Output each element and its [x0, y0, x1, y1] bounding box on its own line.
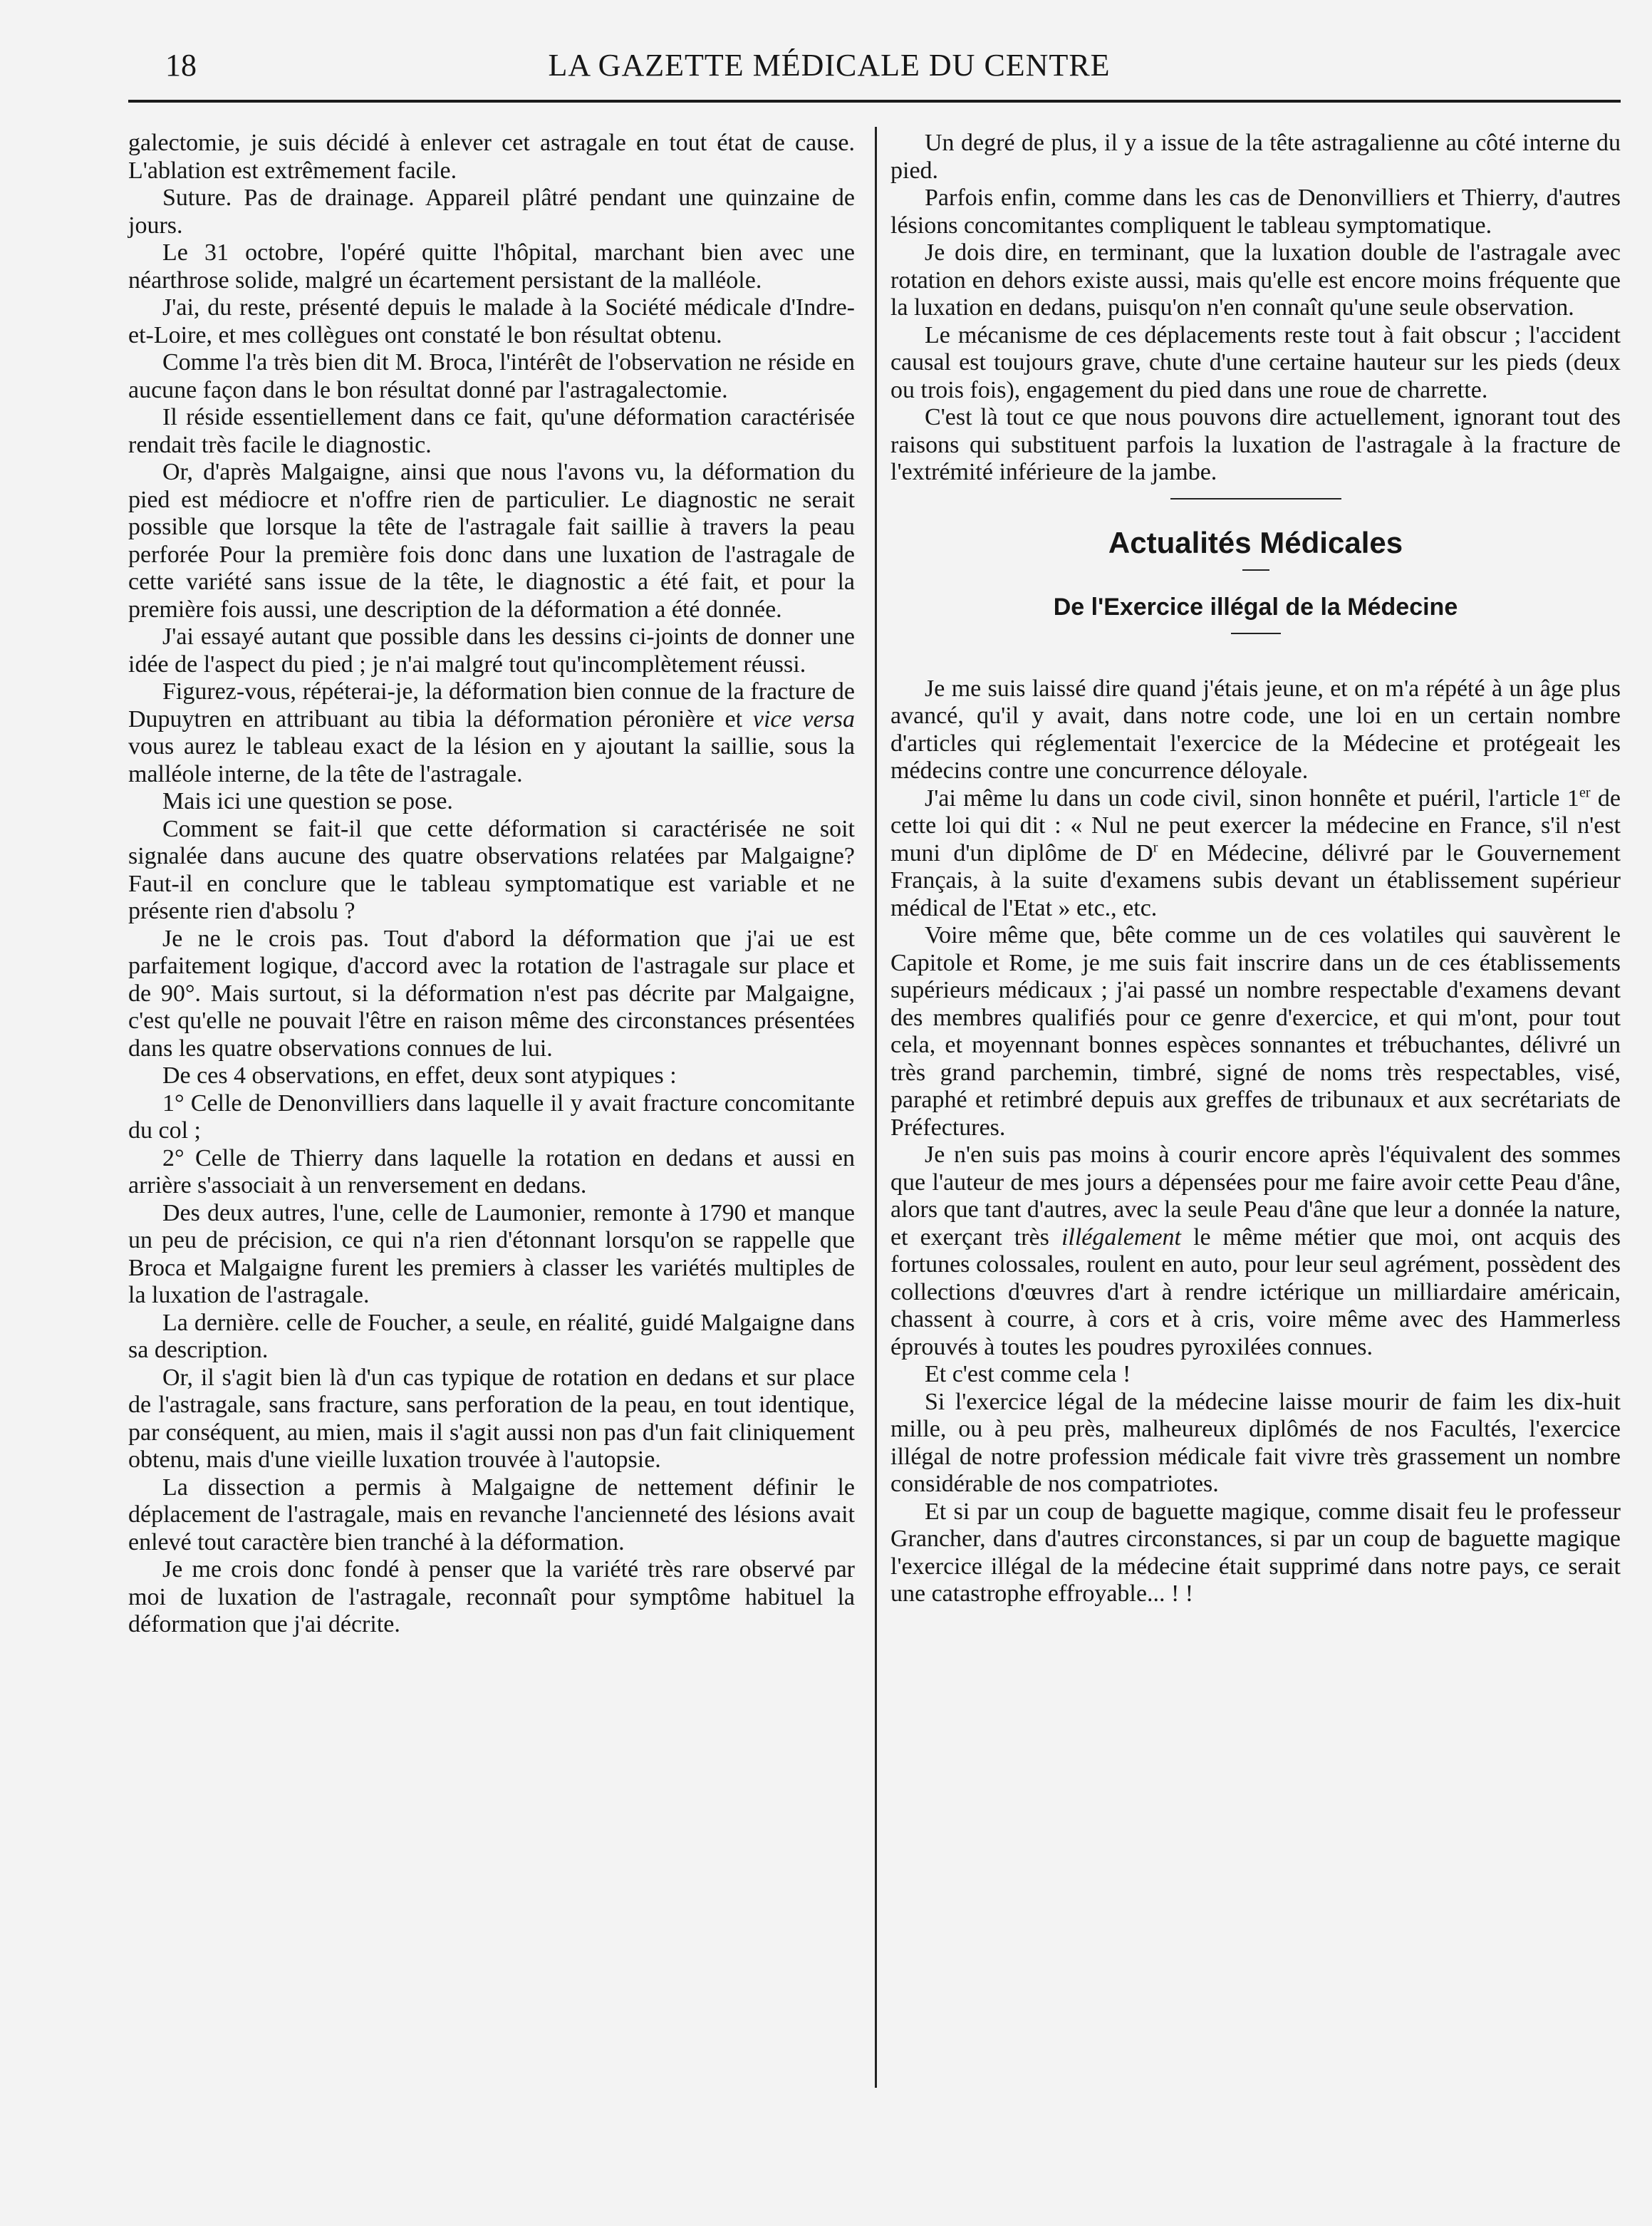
italic-text: illégalement — [1061, 1223, 1181, 1251]
title-double-dash — [1231, 633, 1281, 634]
paragraph: Un degré de plus, il y a issue de la tête astragalienne au côté interne du pied. — [890, 130, 1621, 184]
journal-title: LA GAZETTE MÉDICALE DU CENTRE — [548, 48, 1111, 83]
italic-text: vice versa — [752, 705, 856, 732]
text-run: J'ai même lu dans un code civil, sinon honnête et puéril, l'article 1 — [925, 785, 1579, 812]
paragraph — [128, 678, 855, 788]
superscript: er — [1579, 785, 1591, 801]
text-run: de cette loi qui dit : « Nul ne peut exercer la médecine en France, s'il n'est muni d'un diplôme de D — [890, 785, 1621, 866]
paragraph — [890, 785, 1621, 923]
left-column — [128, 130, 855, 1639]
right-column — [890, 130, 1621, 1608]
paragraph: Je me crois donc fondé à penser que la variété très rare observé par moi de luxation de l'astragale, reconnaît pour symptôme habituel la déformation que j'ai décrite. — [128, 1556, 855, 1637]
paragraph: Je ne le crois pas. Tout d'abord la déformation que j'ai ue est parfaitement logique, d'accord avec la rotation de l'astragale sur place et de 90°. Mais surtout, si la déformation n'est pas décrite par Malgaigne, c'est qu'elle ne pouvait l'être en raison même des circonstances présentées dans les quatre observations connues de lui. — [128, 925, 855, 1062]
text-run: Je n'en suis pas moins à courir encore après l'équivalent des sommes que l'auteur de mes jours a dépensées pour me faire avoir cette Peau d'âne, alors que tant d'autres, avec la seule Peau d'âne que leur a donnée la nature, et exerçant très — [890, 1142, 1621, 1251]
paragraph: Et c'est comme cela ! — [925, 1361, 1131, 1387]
paragraph: Comment se fait-il que cette déformation si caractérisée ne soit signalée dans aucune des quatre observations relatées par Malgaigne? Faut-il en conclure que le tableau symptomatique est variable et ne présente rien d'absolu ? — [128, 815, 855, 924]
title-dash — [1242, 569, 1269, 571]
paragraph: Le 31 octobre, l'opéré quitte l'hôpital, marchant bien avec une néarthrose solide, malgré un écartement persistant de la malléole. — [128, 239, 855, 294]
paragraph: Voire même que, bête comme un de ces volatiles qui sauvèrent le Capitole et Rome, je me suis fait inscrire dans un de ces établissements supérieurs médicaux ; j'ai passé un nombre respectable d'examens devant des membres qualifiés pour ce genre d'exercice, et qui m'ont, pour tout cela, et moyennant bonnes espèces sonnantes et trébuchantes, délivré un très grand parchemin, timbré, signé de noms très respectables, visé, paraphé et retimbré depuis aux greffes de tribunaux et aux secrétariats de Préfectures. — [890, 922, 1621, 1141]
paragraph: 2° Celle de Thierry dans laquelle la rotation en dedans et aussi en arrière s'associait à un renversement en dedans. — [128, 1144, 855, 1199]
section-title: Actualités Médicales — [1108, 525, 1403, 559]
paragraph: La dissection a permis à Malgaigne de nettement définir le déplacement de l'astragale, mais en revanche l'ancienneté des lésions avait enlevé tout caractère bien tranché à la déformation. — [128, 1474, 855, 1555]
article-title: De l'Exercice illégal de la Médecine — [1053, 594, 1458, 621]
header-rule — [128, 100, 1621, 103]
paragraph: Si l'exercice légal de la médecine laisse mourir de faim les dix-huit mille, ou à peu près, malheureux diplômés de nos Facultés, l'exercice illégal de notre profession médicale fait vivre très grassement un nombre considérable de nos compatriotes. — [890, 1388, 1621, 1497]
paragraph: C'est là tout ce que nous pouvons dire actuellement, ignorant tout des raisons qui substituent parfois la luxation de l'astragale à la fracture de l'extrémité inférieure de la jambe. — [890, 404, 1621, 485]
paragraph: J'ai essayé autant que possible dans les dessins ci-joints de donner une idée de l'aspect du pied ; je n'ai malgré tout qu'incomplètement réussi. — [128, 623, 855, 678]
text-run: le même métier que moi, ont acquis des fortunes colossales, roulent en auto, pour leur seul agrément, possèdent des collections d'œuvres d'art à rendre ictérique un milliardaire américain, chassent à courre, à cors et à cris, voire même avec des Hammerless éprouvés à toutes les poudres pyroxilées connues. — [890, 1223, 1621, 1360]
paragraph: Le mécanisme de ces déplacements reste tout à fait obscur ; l'accident causal est toujours grave, chute d'une certaine hauteur sur les pieds (deux ou trois fois), engagement du pied dans une roue de charrette. — [890, 321, 1621, 403]
paragraph: De ces 4 observations, en effet, deux sont atypiques : — [162, 1062, 677, 1089]
paragraph: La dernière. celle de Foucher, a seule, en réalité, guidé Malgaigne dans sa description. — [128, 1309, 855, 1363]
superscript: r — [1153, 839, 1158, 856]
paragraph: Parfois enfin, comme dans les cas de Denonvilliers et Thierry, d'autres lésions concomitantes compliquent le tableau symptomatique. — [890, 185, 1621, 239]
article-end-rule — [1170, 498, 1341, 499]
page-header — [160, 41, 1499, 91]
paragraph: Suture. Pas de drainage. Appareil plâtré pendant une quinzaine de jours. — [128, 185, 855, 239]
paragraph: Il réside essentiellement dans ce fait, qu'une déformation caractérisée rendait très facile le diagnostic. — [128, 404, 855, 458]
paragraph: Et si par un coup de baguette magique, comme disait feu le professeur Grancher, dans d'autres circonstances, si par un coup de baguette magique l'exercice illégal de la médecine était supprimé dans notre pays, ce serait une catastrophe effroyable... ! ! — [890, 1498, 1621, 1607]
page-number: 18 — [165, 48, 197, 83]
paragraph: Or, d'après Malgaigne, ainsi que nous l'avons vu, la déformation du pied est médiocre et n'offre rien de particulier. Le diagnostic ne serait possible que lorsque la tête de l'astragale fait saillie à travers la peau perforée Pour la première fois donc dans une luxation de l'astragale de cette variété sans issue de la tête, le diagnostic a été fait, et pour la première fois aussi, une description de la déformation a été donnée. — [128, 459, 855, 623]
paragraph: 1° Celle de Denonvilliers dans laquelle il y avait fracture concomitante du col ; — [128, 1089, 855, 1144]
paragraph: Je dois dire, en terminant, que la luxation double de l'astragale avec rotation en dehors existe aussi, mais qu'elle est encore moins fréquente que la luxation en dedans, puisqu'on n'en connaît qu'une seule observation. — [890, 239, 1621, 321]
paragraph: galectomie, je suis décidé à enlever cet astragale en tout état de cause. L'ablation est extrêmement facile. — [128, 130, 855, 184]
column-divider — [875, 127, 877, 2088]
paragraph: Des deux autres, l'une, celle de Laumonier, remonte à 1790 et manque un peu de précision, ce qui n'a rien d'étonnant lorsqu'on se rappelle que Broca et Malgaigne furent les premiers à classer les variétés multiples de la luxation de l'astragale. — [128, 1199, 855, 1308]
text-run: en Médecine, délivré par le Gouvernement Français, à la suite d'examens subis devant un établissement supérieur médical de l'Etat » etc., etc. — [890, 839, 1621, 921]
text-run: Figurez-vous, répéterai-je, la déformation bien connue de la fracture de Dupuytren en attribuant au tibia la déformation péronière et — [128, 678, 855, 732]
paragraph — [890, 1142, 1621, 1361]
paragraph: Comme l'a très bien dit M. Broca, l'intérêt de l'observation ne réside en aucune façon dans le bon résultat donné par l'astragalectomie. — [128, 349, 855, 403]
paragraph: Je me suis laissé dire quand j'étais jeune, et on m'a répété à un âge plus avancé, qu'il y avait, dans notre code, une loi en un certain nombre d'articles qui réglementait l'exercice de la Médecine et protégeait les médecins contre une concurrence déloyale. — [890, 675, 1621, 784]
text-run: vous aurez le tableau exact de la lésion en y ajoutant la saillie, sous la malléole interne, de la tête de l'astragale. — [128, 733, 855, 787]
paragraph: J'ai, du reste, présenté depuis le malade à la Société médicale d'Indre-et-Loire, et mes collègues ont constaté le bon résultat obtenu. — [128, 294, 855, 348]
paragraph: Or, il s'agit bien là d'un cas typique de rotation en dedans et sur place de l'astragale, sans fracture, sans perforation de la peau, en tout identique, par conséquent, au mien, mais il s'agit aussi non pas d'un fait cliniquement obtenu, mais d'une vieille luxation trouvée à l'autopsie. — [128, 1364, 855, 1473]
paragraph: Mais ici une question se pose. — [162, 788, 453, 814]
